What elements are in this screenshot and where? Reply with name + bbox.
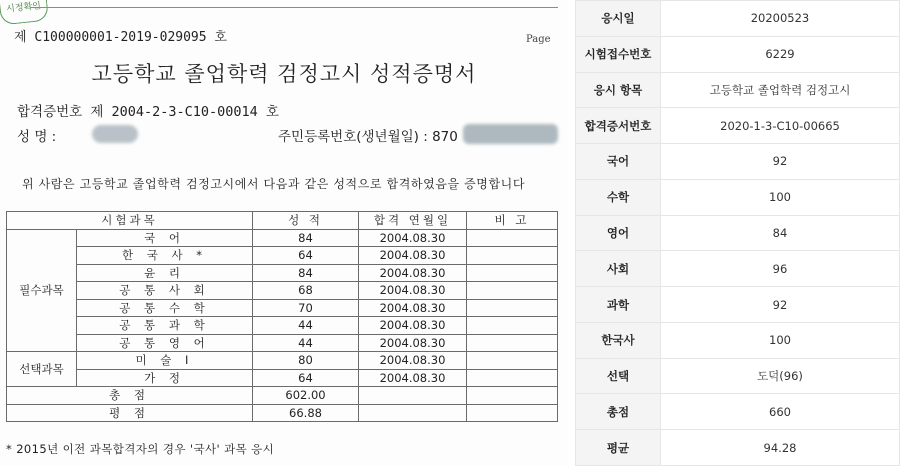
grades-table xyxy=(6,211,558,422)
note-cell xyxy=(467,282,558,300)
summary-value: 도덕(96) xyxy=(661,358,900,394)
subject-score: 64 xyxy=(253,247,359,265)
subject-score: 44 xyxy=(253,334,359,352)
name-label: 성 명 : xyxy=(17,129,57,145)
grade-row xyxy=(7,282,558,300)
empty-cell xyxy=(359,387,467,405)
subject-score: 70 xyxy=(253,299,359,317)
summary-value: 고등학교 졸업학력 검정고시 xyxy=(661,72,900,108)
redacted-resident-number xyxy=(463,124,558,144)
summary-value: 6229 xyxy=(661,36,900,72)
pass-date: 2004.08.30 xyxy=(359,334,467,352)
header-note: 비 고 xyxy=(467,212,558,230)
header-rule xyxy=(30,7,558,8)
pass-date: 2004.08.30 xyxy=(359,264,467,282)
summary-value: 660 xyxy=(661,394,900,430)
summary-row xyxy=(576,144,900,180)
summary-value: 100 xyxy=(661,322,900,358)
footnote: * 2015년 이전 과목합격자의 경우 '국사' 과목 응시 xyxy=(6,442,275,456)
summary-row xyxy=(576,394,900,430)
average-value: 66.88 xyxy=(253,404,359,422)
total-label: 총 점 xyxy=(7,387,253,405)
grade-row xyxy=(7,299,558,317)
note-cell xyxy=(467,352,558,370)
summary-key: 수학 xyxy=(576,179,661,215)
pass-certificate-number: 합격증번호 제 2004-2-3-C10-00014 호 xyxy=(17,104,279,120)
certificate-title: 고등학교 졸업학력 검정고시 성적증명서 xyxy=(91,62,477,86)
subject-score: 68 xyxy=(253,282,359,300)
certificate-number: 제 C100000001-2019-029095 호 xyxy=(14,30,227,45)
subject-name: 국 어 xyxy=(77,229,253,247)
summary-row xyxy=(576,251,900,287)
summary-row xyxy=(576,72,900,108)
redacted-name xyxy=(92,125,138,143)
grade-row xyxy=(7,229,558,247)
certification-statement: 위 사람은 고등학교 졸업학력 검정고시에서 다음과 같은 성적으로 합격하였음을 증명합니다 xyxy=(22,177,526,191)
header-subject: 시험과목 xyxy=(7,212,253,230)
summary-key: 한국사 xyxy=(576,322,661,358)
exam-summary-panel xyxy=(575,0,900,466)
pass-date: 2004.08.30 xyxy=(359,247,467,265)
pass-date: 2004.08.30 xyxy=(359,317,467,335)
summary-value: 2020-1-3-C10-00665 xyxy=(661,108,900,144)
summary-row xyxy=(576,215,900,251)
required-group-label: 필수과목 xyxy=(7,229,77,352)
summary-row xyxy=(576,322,900,358)
subject-score: 84 xyxy=(253,264,359,282)
summary-key: 평균 xyxy=(576,430,661,466)
summary-key: 영어 xyxy=(576,215,661,251)
pass-date: 2004.08.30 xyxy=(359,299,467,317)
subject-name: 공 통 과 학 xyxy=(77,317,253,335)
pass-date: 2004.08.30 xyxy=(359,282,467,300)
summary-key: 시험접수번호 xyxy=(576,36,661,72)
summary-row xyxy=(576,430,900,466)
summary-value: 20200523 xyxy=(661,1,900,37)
elective-group-label: 선택과목 xyxy=(7,352,77,387)
total-row xyxy=(7,387,558,405)
note-cell xyxy=(467,247,558,265)
average-row xyxy=(7,404,558,422)
header-date: 합격 연월일 xyxy=(359,212,467,230)
summary-row xyxy=(576,36,900,72)
note-cell xyxy=(467,299,558,317)
summary-key: 응시 항목 xyxy=(576,72,661,108)
subject-score: 44 xyxy=(253,317,359,335)
page-label: Page xyxy=(526,34,551,45)
empty-cell xyxy=(359,404,467,422)
summary-value: 92 xyxy=(661,287,900,323)
pass-date: 2004.08.30 xyxy=(359,369,467,387)
grades-header-row xyxy=(7,212,558,230)
total-value: 602.00 xyxy=(253,387,359,405)
note-cell xyxy=(467,264,558,282)
grade-row xyxy=(7,369,558,387)
summary-row xyxy=(576,358,900,394)
verification-stamp: 시정확인 xyxy=(0,0,49,25)
exam-summary-table xyxy=(575,0,900,466)
summary-key: 응시일 xyxy=(576,1,661,37)
summary-value: 96 xyxy=(661,251,900,287)
note-cell xyxy=(467,369,558,387)
note-cell xyxy=(467,334,558,352)
subject-name: 윤 리 xyxy=(77,264,253,282)
summary-key: 선택 xyxy=(576,358,661,394)
pass-date: 2004.08.30 xyxy=(359,229,467,247)
summary-row xyxy=(576,287,900,323)
subject-name: 공 통 사 회 xyxy=(77,282,253,300)
subject-score: 84 xyxy=(253,229,359,247)
header-score: 성 적 xyxy=(253,212,359,230)
resident-number-label: 주민등록번호(생년월일) : 870 xyxy=(278,129,458,145)
summary-key: 총점 xyxy=(576,394,661,430)
grade-row xyxy=(7,352,558,370)
pass-date: 2004.08.30 xyxy=(359,352,467,370)
grade-row xyxy=(7,334,558,352)
summary-value: 84 xyxy=(661,215,900,251)
summary-row xyxy=(576,108,900,144)
grade-row xyxy=(7,264,558,282)
summary-value: 94.28 xyxy=(661,430,900,466)
subject-name: 공 통 수 학 xyxy=(77,299,253,317)
average-label: 평 점 xyxy=(7,404,253,422)
subject-name: 가 정 xyxy=(77,369,253,387)
subject-score: 64 xyxy=(253,369,359,387)
note-cell xyxy=(467,317,558,335)
summary-row xyxy=(576,179,900,215)
subject-name: 미 술 Ⅰ xyxy=(77,352,253,370)
note-cell xyxy=(467,387,558,405)
subject-name: 한 국 사 * xyxy=(77,247,253,265)
summary-key: 사회 xyxy=(576,251,661,287)
summary-key: 국어 xyxy=(576,144,661,180)
grade-row xyxy=(7,317,558,335)
note-cell xyxy=(467,404,558,422)
grade-row xyxy=(7,247,558,265)
note-cell xyxy=(467,229,558,247)
summary-key: 합격증서번호 xyxy=(576,108,661,144)
subject-name: 공 통 영 어 xyxy=(77,334,253,352)
summary-value: 92 xyxy=(661,144,900,180)
summary-key: 과학 xyxy=(576,287,661,323)
summary-value: 100 xyxy=(661,179,900,215)
subject-score: 80 xyxy=(253,352,359,370)
summary-row xyxy=(576,1,900,37)
